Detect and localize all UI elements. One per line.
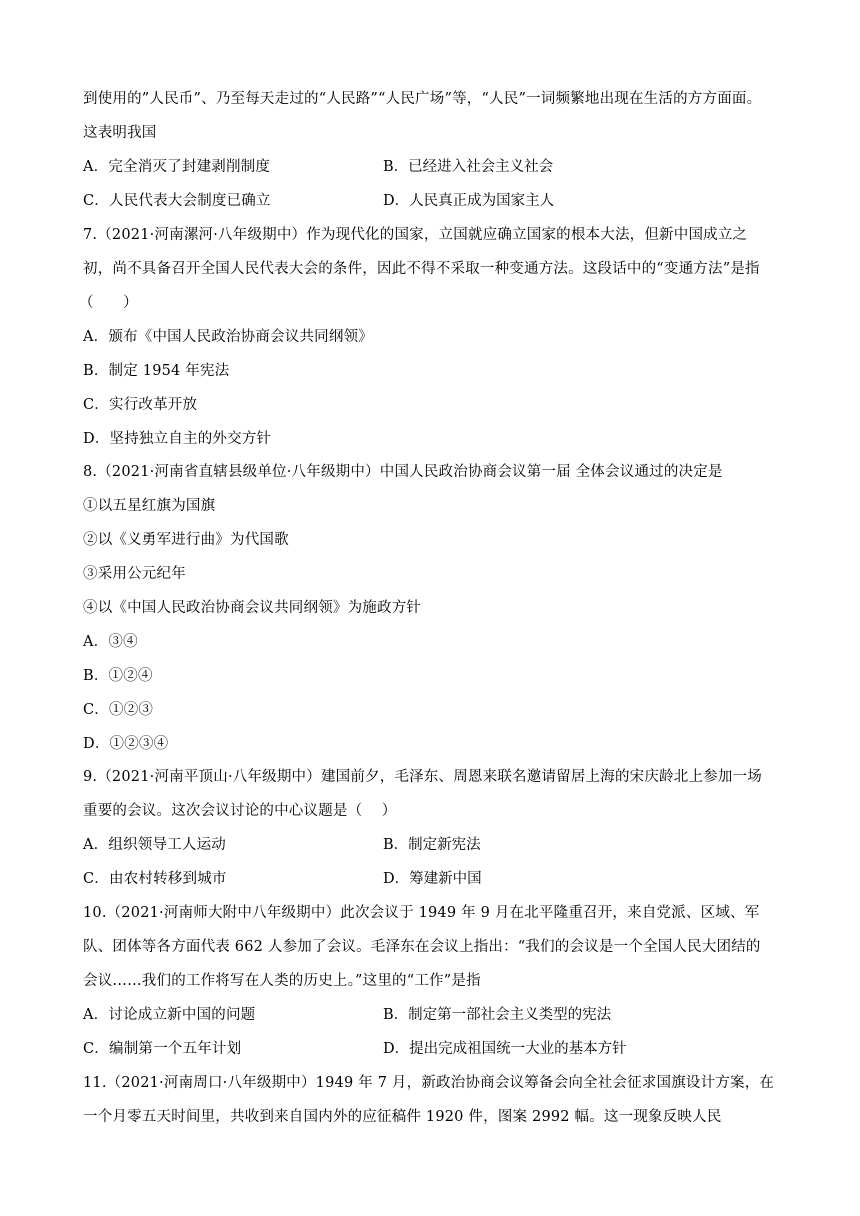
q8-item-1: ①以五星红旗为国旗 [83, 498, 216, 514]
q8-stem-line-1: 8.（2021·河南省直辖县级单位·八年级期中）中国人民政治协商会议第一届 全体会议通过的决定是 [83, 464, 723, 480]
q8-option-d: D．①②③④ [83, 736, 169, 752]
q7-option-b: B．制定 1954 年宪法 [83, 363, 230, 379]
q10-stem-line-2: 队、团体等各方面代表 662 人参加了会议。毛泽东在会议上指出：“我们的会议是一个全国人民大团结的 [83, 939, 761, 955]
q10-stem-line-1: 10.（2021·河南师大附中八年级期中）此次会议于 1949 年 9 月在北平隆重召开，来自党派、区域、军 [83, 905, 760, 921]
q6-option-c: C．人民代表大会制度已确立 [83, 193, 271, 209]
q8-option-a: A．③④ [83, 634, 138, 650]
q10-option-b: B．制定第一部社会主义类型的宪法 [383, 1007, 612, 1023]
q9-option-c: C．由农村转移到城市 [83, 871, 227, 887]
q7-stem-line-2: 初，尚不具备召开全国人民代表大会的条件，因此不得不采取一种变通方法。这段话中的“变通方法”是指 [83, 261, 760, 277]
q7-option-d: D．坚持独立自主的外交方针 [83, 431, 272, 447]
q6-option-d: D．人民真正成为国家主人 [383, 193, 555, 209]
q6-stem-line-1: 到使用的”人民币”、乃至每天走过的“人民路”“人民广场”等，“人民”一词频繁地出现在生活的方方面面。 [83, 91, 762, 107]
q8-option-c: C．①②③ [83, 702, 154, 718]
q11-stem-line-1: 11.（2021·河南周口·八年级期中）1949 年 7 月，新政治协商会议筹备会向全社会征求国旗设计方案，在 [83, 1075, 775, 1091]
q9-option-d: D．筹建新中国 [383, 871, 482, 887]
q9-option-a: A．组织领导工人运动 [83, 837, 226, 853]
q10-option-d: D．提出完成祖国统一大业的基本方针 [383, 1041, 627, 1057]
q10-option-a: A．讨论成立新中国的问题 [83, 1007, 256, 1023]
q9-option-b: B．制定新宪法 [383, 837, 481, 853]
q7-stem-line-1: 7.（2021·河南漯河·八年级期中）作为现代化的国家，立国就应确立国家的根本大法，但新中国成立之 [83, 227, 748, 243]
q8-option-b: B．①②④ [83, 668, 153, 684]
q9-stem-line-1: 9.（2021·河南平顶山·八年级期中）建国前夕，毛泽东、周恩来联名邀请留居上海的宋庆龄北上参加一场 [83, 769, 762, 785]
q10-option-c: C．编制第一个五年计划 [83, 1041, 242, 1057]
q8-item-2: ②以《义勇军进行曲》为代国歌 [83, 532, 289, 548]
q9-stem-line-2: 重要的会议。这次会议讨论的中心议题是（ ） [83, 803, 397, 819]
q10-stem-line-3: 会议……我们的工作将写在人类的历史上。”这里的“工作”是指 [83, 973, 481, 989]
q7-option-a: A．颁布《中国人民政治协商会议共同纲领》 [83, 329, 373, 345]
q7-answer-bracket: （ ） [79, 295, 138, 311]
q7-option-c: C．实行改革开放 [83, 397, 198, 413]
q6-option-a: A．完全消灭了封建剥削制度 [83, 159, 271, 175]
q6-option-b: B．已经进入社会主义社会 [383, 159, 554, 175]
q6-stem-line-2: 这表明我国 [83, 125, 157, 141]
q8-item-3: ③采用公元纪年 [83, 566, 186, 582]
q11-stem-line-2: 一个月零五天时间里，共收到来自国内外的应征稿件 1920 件，图案 2992 幅。这一现象反映人民 [83, 1109, 722, 1125]
q8-item-4: ④以《中国人民政治协商会议共同纲领》为施政方针 [83, 600, 422, 616]
